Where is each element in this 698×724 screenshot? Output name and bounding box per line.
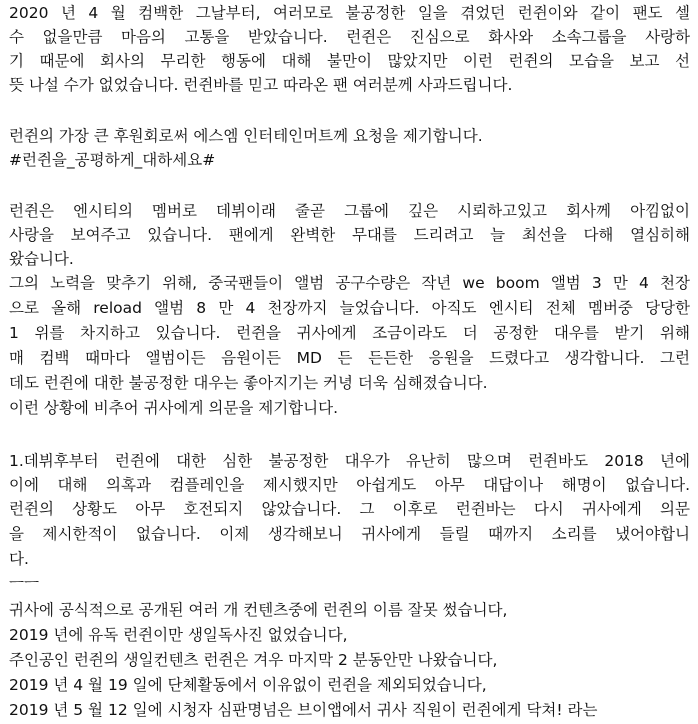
text-line: 수 없을만큼 마음의 고통을 받았습니다. 런쥔은 진심으로 화사와 소속그룹을 사랑하 [9, 28, 690, 46]
text-line: 데도 런쥔에 대한 불공정한 대우는 좋아지기는 커녕 더욱 심해졌습니다. [9, 374, 488, 392]
text-line: 이에 대해 의혹과 컴플레인을 제시했지만 아쉽게도 아무 대답이나 해명이 없습니다. [9, 476, 690, 494]
text-line: 매 컴백 때마다 앨범이든 음원이든 MD 든 든든한 응원을 드렸다고 생각합니다. 그런 [9, 349, 690, 367]
text-line: 뜻 나설 수가 없었습니다. 런쥔바를 믿고 따라온 팬 여러분께 사과드립니다. [9, 76, 513, 94]
text-line: 2019 년 5 월 12 일에 시청자 심판명넘은 브이앱에서 귀사 직원이 런쥔에게 닥쳐! 라는 [9, 701, 598, 719]
text-line: 으로 올해 reload 앨범 8 만 4 천장까지 늘었습니다. 아직도 엔시티 전체 멤버중 당당한 [9, 299, 690, 317]
text-line: 왔습니다. [9, 250, 74, 268]
text-line: 1.데뷔후부터 런쥔에 대한 심한 불공정한 대우가 유난히 많으며 런쥔바도 2018 년에 [9, 452, 690, 470]
text-line: 기 때문에 회사의 무리한 행동에 대해 불만이 많았지만 이런 런쥔의 모습을 보고 선 [9, 52, 690, 70]
text-line: 사랑을 보여주고 있습니다. 팬에게 완벽한 무대를 드리려고 늘 최선을 다해 열심히해 [9, 226, 690, 244]
text-line: 런쥔의 가장 큰 후원회로써 에스엠 인터테인머트께 요청을 제기합니다. [9, 127, 483, 145]
text-line: 2019 년 4 월 19 일에 단체활동에서 이유없이 런쥔을 제외되었습니다, [9, 676, 487, 694]
text-line: 다. [9, 550, 29, 568]
text-line: 런쥔의 상황도 아무 호전되지 않았습니다. 그 이후로 런쥔바는 다시 귀사에게 의문 [9, 500, 690, 518]
text-line: 이런 상황에 비추어 귀사에게 의문을 제기합니다. [9, 399, 339, 417]
divider-text: ㅡㅡ [9, 574, 39, 592]
text-line: 그의 노력을 맞추기 위해, 중국팬들이 앨범 공구수량은 작년 we boom 앨범 3 만 4 천장 [9, 274, 690, 292]
text-line: 주인공인 런쥔의 생일컨텐츠 런쥔은 겨우 마지막 2 분동안만 나왔습니다, [9, 651, 498, 669]
text-line: 귀사에 공식적으로 공개된 여러 개 컨텐츠중에 런쥔의 이름 잘못 썼습니다, [9, 601, 508, 619]
text-line: 1 위를 차지하고 있습니다. 런쥔을 귀사에게 조금이라도 더 공정한 대우를 받기 위해 [9, 324, 690, 342]
text-line: 을 제시한적이 없습니다. 이제 생각해보니 귀사에게 들릴 때까지 소리를 냈어야합니 [9, 525, 690, 543]
text-line: 런쥔은 엔시티의 멤버로 데뷔이래 줄곧 그룹에 깊은 시뢰하고있고 회사께 아낌없이 [9, 202, 690, 220]
text-line: 2019 년에 유독 런쥔이만 생일독사진 없었습니다, [9, 626, 348, 644]
hashtag-line: #런쥔을_공평하게_대하세요# [9, 151, 216, 169]
text-line: 2020 년 4 월 컴백한 그날부터, 여러모로 불공정한 일을 겪었던 런쥔이와 같이 팬도 셀 [9, 4, 690, 22]
